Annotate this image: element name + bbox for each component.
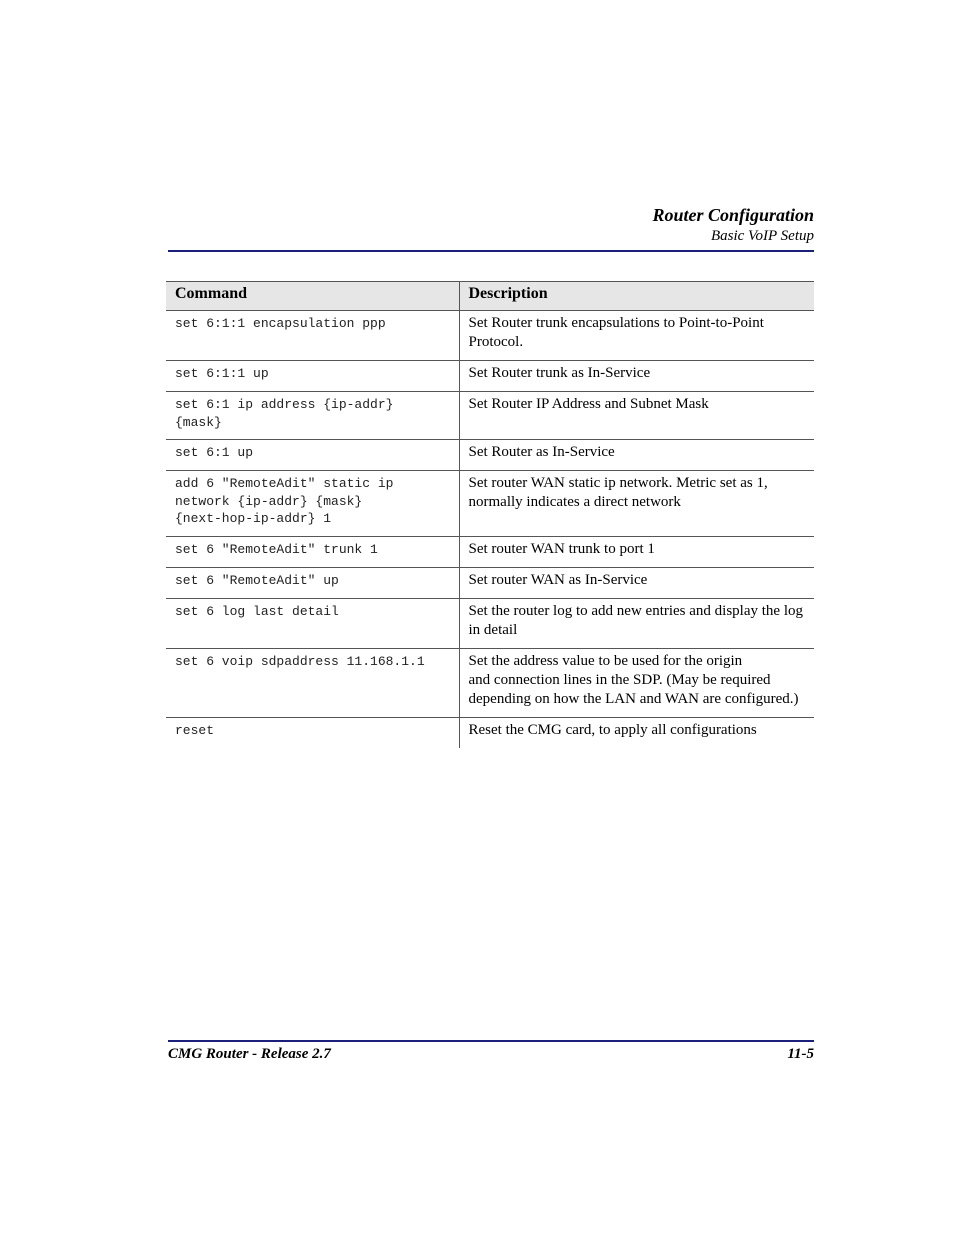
- command-cell: set 6:1:1 up: [166, 361, 459, 392]
- table-header-row: [166, 282, 814, 311]
- footer-document-title: CMG Router - Release 2.7: [168, 1046, 331, 1062]
- table-row: [166, 598, 814, 648]
- description-cell: Set Router as In-Service: [459, 440, 814, 471]
- table-row: [166, 536, 814, 567]
- command-cell: set 6 "RemoteAdit" trunk 1: [166, 536, 459, 567]
- command-cell: set 6 "RemoteAdit" up: [166, 567, 459, 598]
- description-cell: Set Router trunk as In-Service: [459, 361, 814, 392]
- table-row: [166, 471, 814, 537]
- command-cell: set 6:1:1 encapsulation ppp: [166, 311, 459, 361]
- footer-rule: [168, 1040, 814, 1042]
- table-row: [166, 361, 814, 392]
- description-cell: Set the address value to be used for the origin and connection lines in the SDP. (May be required depending on how the LAN and WAN are configured.): [459, 648, 814, 717]
- footer-page-number: 11-5: [787, 1046, 814, 1062]
- description-cell: Set router WAN static ip network. Metric set as 1, normally indicates a direct network: [459, 471, 814, 537]
- description-cell: Set router WAN as In-Service: [459, 567, 814, 598]
- command-cell: set 6:1 up: [166, 440, 459, 471]
- header-rule: [168, 250, 814, 252]
- table-row: [166, 311, 814, 361]
- table-row: [166, 567, 814, 598]
- chapter-title: Router Configuration: [652, 205, 814, 225]
- command-cell: set 6:1 ip address {ip-addr} {mask}: [166, 392, 459, 440]
- table-row: [166, 717, 814, 748]
- command-cell: set 6 voip sdpaddress 11.168.1.1: [166, 648, 459, 717]
- command-cell: reset: [166, 717, 459, 748]
- description-cell: Set router WAN trunk to port 1: [459, 536, 814, 567]
- column-header-command: Command: [166, 282, 459, 311]
- table-row: [166, 440, 814, 471]
- command-cell: set 6 log last detail: [166, 598, 459, 648]
- table-row: [166, 392, 814, 440]
- description-cell: Reset the CMG card, to apply all configurations: [468, 721, 757, 738]
- table-row: [166, 648, 814, 717]
- description-cell: Set Router trunk encapsulations to Point-to-Point Protocol.: [459, 311, 814, 361]
- command-table: [166, 281, 814, 748]
- command-cell: add 6 "RemoteAdit" static ip network {ip-addr} {mask} {next-hop-ip-addr} 1: [166, 471, 459, 537]
- section-title: Basic VoIP Setup: [710, 228, 814, 244]
- page-header: [168, 204, 814, 246]
- column-header-description: Description: [459, 282, 814, 311]
- description-cell: Set the router log to add new entries and display the log in detail: [459, 598, 814, 648]
- description-cell: Set Router IP Address and Subnet Mask: [459, 392, 814, 440]
